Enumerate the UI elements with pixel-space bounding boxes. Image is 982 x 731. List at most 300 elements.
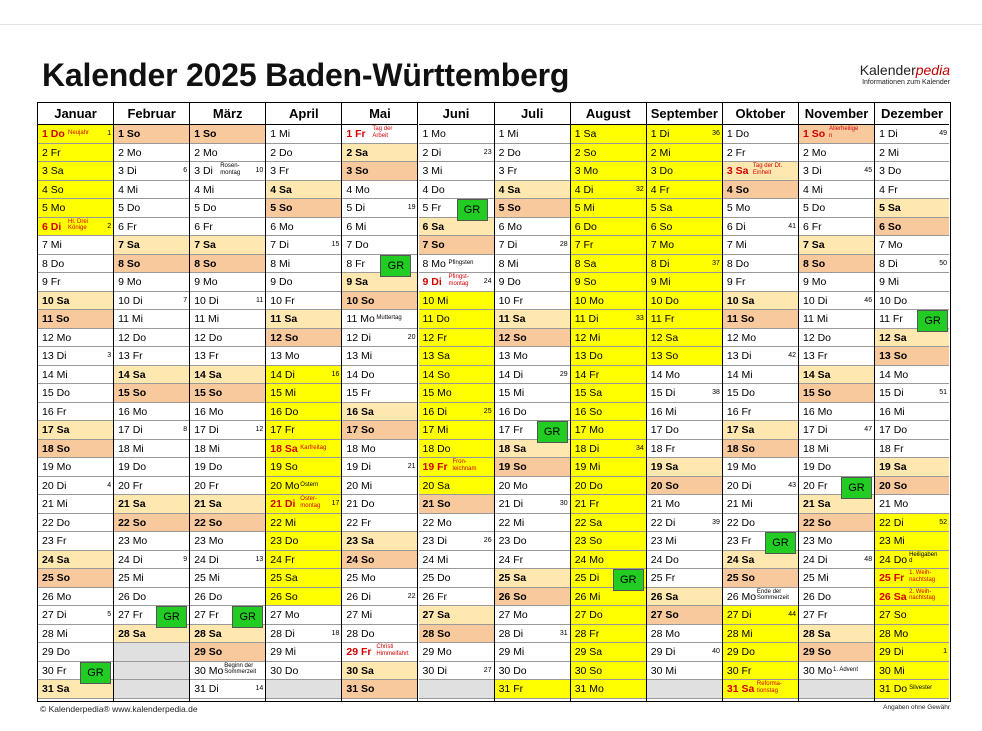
day-cell [799, 125, 874, 144]
day-label: 15 So [803, 387, 832, 399]
day-cell [799, 199, 874, 218]
day-label: 25 Fr [879, 572, 905, 584]
day-label: 27 So [879, 609, 907, 621]
week-number: 22 [407, 592, 416, 600]
day-cell [266, 495, 341, 514]
day-label: 29 Di [879, 646, 904, 658]
month-header: Juni [419, 103, 494, 125]
gr-marker: GR [537, 421, 568, 443]
day-cell [190, 329, 265, 348]
day-label: 27 Mo [270, 609, 300, 621]
day-cell [114, 162, 189, 181]
day-label: 24 Sa [42, 553, 70, 566]
day-cell [190, 162, 265, 181]
month-header: April [266, 103, 341, 125]
day-label: 24 Mo [574, 553, 604, 566]
day-label: 3 Di [118, 165, 137, 177]
day-label: 6 Mi [346, 220, 367, 233]
day-label: 30 Mi [650, 664, 677, 677]
month-column-10 [723, 103, 799, 701]
day-cell [190, 181, 265, 200]
day-cell [342, 403, 417, 422]
day-label: 26 So [270, 590, 298, 603]
day-label: 7 Mi [726, 239, 747, 251]
week-number: 1 [943, 648, 947, 655]
day-cell [190, 125, 265, 144]
day-label: 12 Do [118, 331, 147, 344]
day-cell [419, 477, 494, 496]
day-label: 14 Sa [803, 368, 831, 381]
day-cell [114, 347, 189, 366]
day-cell [647, 662, 722, 681]
day-cell [799, 144, 874, 163]
month-column-11 [799, 103, 875, 701]
day-cell [342, 366, 417, 385]
day-label: 29 Mi [498, 646, 525, 658]
day-label: 12 Mo [726, 331, 757, 344]
day-cell [723, 662, 798, 681]
day-cell [799, 551, 874, 570]
day-cell [647, 495, 722, 514]
holiday-note: Allerheilige n [829, 126, 859, 139]
logo-brand-a: Kalender [859, 62, 916, 78]
day-cell [114, 551, 189, 570]
day-label: 2 Mo [803, 146, 827, 159]
day-label: 10 Fr [270, 294, 295, 307]
day-label: 18 Mi [194, 442, 220, 455]
day-label: 27 Di [42, 609, 67, 621]
day-cell [723, 477, 798, 496]
day-label: 14 Sa [194, 368, 222, 381]
day-cell [114, 495, 189, 514]
day-label: 16 Mi [879, 405, 905, 418]
day-label: 9 Di [422, 276, 442, 288]
day-label: 29 Sa [574, 646, 603, 658]
day-label: 19 Mo [726, 461, 757, 473]
month-column-2 [114, 103, 190, 701]
day-label: 2 Mi [879, 146, 899, 159]
day-label: 21 So [422, 498, 451, 510]
day-cell [647, 181, 722, 200]
day-cell [571, 532, 646, 551]
day-label: 9 Fr [42, 276, 61, 288]
day-cell [799, 477, 874, 496]
day-label: 29 Mi [270, 646, 296, 658]
day-cell [647, 514, 722, 533]
day-cell [419, 384, 494, 403]
day-label: 11 Sa [270, 313, 298, 325]
day-cell [266, 477, 341, 496]
day-label: 4 Sa [498, 183, 521, 196]
day-label: 21 Mo [650, 498, 680, 510]
day-cell [875, 384, 949, 403]
day-cell [342, 588, 417, 607]
day-cell [571, 625, 646, 644]
day-label: 2 Mi [650, 146, 671, 159]
day-label: 2 Sa [346, 146, 368, 159]
holiday-note: Karfreitag [300, 444, 327, 451]
day-cell [723, 292, 798, 311]
day-cell [419, 329, 494, 348]
day-cell [266, 162, 341, 181]
day-label: 21 Sa [194, 498, 222, 510]
day-cell [723, 532, 798, 551]
day-cell [723, 680, 798, 699]
holiday-note: Tag der Arbeit [372, 126, 393, 139]
day-cell [875, 440, 949, 459]
day-label: 13 Sa [422, 350, 450, 362]
day-cell [190, 569, 265, 588]
day-label: 14 Fr [574, 368, 600, 381]
day-label: 10 Mi [422, 294, 449, 307]
day-cell [495, 606, 570, 625]
day-cell [266, 662, 341, 681]
day-cell [419, 514, 494, 533]
month-column-3 [190, 103, 266, 701]
month-column-6 [419, 103, 495, 701]
day-cell [342, 199, 417, 218]
day-cell [190, 255, 265, 274]
holiday-note: Hl. Drei Könige [68, 218, 89, 231]
day-cell [799, 255, 874, 274]
day-cell [799, 366, 874, 385]
day-cell [647, 551, 722, 570]
day-cell [723, 181, 798, 200]
day-label: 21 Sa [803, 498, 831, 510]
day-cell [723, 273, 798, 292]
kalenderpedia-logo[interactable] [860, 62, 950, 86]
day-cell [875, 218, 949, 237]
day-label: 3 So [346, 165, 369, 177]
day-label: 4 Fr [650, 183, 670, 196]
day-label: 19 Di [346, 461, 371, 473]
day-cell [495, 514, 570, 533]
day-label: 16 Sa [346, 405, 374, 418]
day-cell [875, 532, 949, 551]
day-cell [875, 625, 949, 644]
week-number: 13 [255, 555, 264, 563]
day-label: 31 Mo [574, 683, 604, 695]
day-label: 15 Do [726, 387, 755, 399]
day-cell [799, 421, 874, 440]
day-label: 26 Mo [42, 590, 72, 603]
day-label: 15 Mo [422, 387, 452, 399]
day-cell [875, 162, 949, 181]
day-cell [266, 569, 341, 588]
day-cell [266, 125, 341, 144]
week-number: 44 [788, 611, 796, 618]
day-cell [799, 458, 874, 477]
day-cell [190, 440, 265, 459]
day-label: 7 Fr [574, 239, 594, 251]
day-cell [723, 218, 798, 237]
day-label: 6 Di [726, 220, 746, 233]
day-cell [723, 440, 798, 459]
day-label: 2 Di [422, 146, 442, 159]
day-cell [647, 384, 722, 403]
day-label: 29 Do [726, 646, 755, 658]
day-label: 31 Di [194, 683, 219, 695]
day-cell [571, 347, 646, 366]
day-cell [190, 144, 265, 163]
week-number: 33 [635, 315, 644, 322]
day-label: 27 Mi [346, 609, 373, 621]
day-cell [571, 144, 646, 163]
day-label: 17 Di [194, 424, 219, 436]
day-label: 18 Mo [346, 442, 376, 455]
day-cell [571, 125, 646, 144]
day-label: 22 So [803, 516, 832, 529]
week-number: 16 [331, 370, 340, 378]
week-number: 39 [712, 518, 720, 526]
day-cell [875, 514, 949, 533]
day-label: 5 Mo [726, 202, 751, 214]
day-cell [875, 643, 949, 662]
day-label: 4 Mi [194, 183, 215, 196]
day-cell [647, 236, 722, 255]
day-label: 28 So [422, 627, 451, 640]
day-cell [799, 662, 874, 681]
day-cell [419, 310, 494, 329]
month-column-1 [38, 103, 114, 701]
day-label: 11 Mi [118, 313, 143, 325]
day-label: 17 Mo [574, 424, 604, 436]
day-cell [875, 551, 949, 570]
day-label: 3 Mi [422, 165, 443, 177]
day-label: 13 Di [726, 350, 752, 362]
day-cell [495, 421, 570, 440]
day-cell [419, 532, 494, 551]
day-label: 8 So [118, 257, 141, 270]
empty-day-cell [647, 680, 722, 699]
day-label: 25 Sa [498, 572, 527, 584]
day-cell [419, 606, 494, 625]
day-label: 8 Sa [574, 257, 597, 270]
day-cell [190, 680, 265, 699]
day-cell [114, 366, 189, 385]
day-label: 19 Do [118, 461, 147, 473]
day-cell [342, 421, 417, 440]
day-label: 20 Fr [194, 479, 219, 492]
month-header: Mai [342, 103, 417, 125]
day-label: 11 So [42, 313, 70, 325]
day-label: 22 So [194, 516, 223, 529]
holiday-note: Pfingsten [448, 259, 474, 266]
day-label: 8 Mi [498, 257, 519, 270]
week-number: 8 [183, 426, 188, 433]
week-number: 18 [331, 629, 340, 637]
day-cell [495, 125, 570, 144]
day-label: 28 Sa [194, 627, 222, 640]
logo-brand-b: pedia [915, 62, 950, 78]
week-number: 34 [635, 444, 644, 452]
day-cell [342, 440, 417, 459]
day-label: 21 Mi [726, 498, 753, 510]
week-number: 41 [788, 222, 796, 230]
day-cell [495, 403, 570, 422]
day-label: 19 So [498, 461, 527, 473]
day-cell [266, 181, 341, 200]
day-cell [419, 181, 494, 200]
day-label: 24 So [346, 553, 375, 566]
day-label: 29 Fr [346, 646, 372, 658]
day-label: 8 So [803, 257, 826, 270]
day-cell [723, 514, 798, 533]
day-cell [647, 273, 722, 292]
day-label: 13 Do [574, 350, 603, 362]
week-number: 5 [107, 611, 112, 618]
day-cell [647, 458, 722, 477]
day-cell [190, 643, 265, 662]
day-label: 27 Fr [803, 609, 828, 621]
day-label: 9 Mo [194, 276, 218, 288]
day-cell [875, 588, 949, 607]
day-cell [114, 569, 189, 588]
day-label: 23 Fr [726, 535, 752, 547]
day-cell [419, 403, 494, 422]
day-cell [190, 366, 265, 385]
week-number: 29 [559, 370, 568, 378]
day-cell [266, 329, 341, 348]
day-label: 27 Sa [422, 609, 450, 621]
holiday-note: Christi Himmelfahrt [376, 644, 409, 657]
day-cell [38, 255, 113, 274]
day-cell [38, 236, 113, 255]
day-label: 9 Mi [650, 276, 671, 288]
gr-marker: GR [156, 606, 187, 628]
day-label: 17 Do [879, 424, 908, 436]
day-label: 4 Mi [803, 183, 823, 196]
day-cell [647, 366, 722, 385]
day-cell [38, 384, 113, 403]
day-label: 23 Fr [42, 535, 67, 547]
day-cell [38, 273, 113, 292]
day-label: 13 Fr [803, 350, 828, 362]
day-cell [266, 292, 341, 311]
day-cell [571, 162, 646, 181]
week-number: 47 [864, 426, 873, 433]
day-label: 16 Mo [118, 405, 148, 418]
empty-day-cell [419, 680, 494, 699]
day-cell [571, 458, 646, 477]
day-label: 4 So [726, 183, 750, 196]
day-cell [419, 273, 494, 292]
week-number: 45 [864, 167, 873, 174]
day-label: 26 Fr [422, 590, 448, 603]
day-cell [495, 625, 570, 644]
day-label: 26 Mo [726, 590, 757, 603]
week-number: 43 [788, 481, 796, 489]
day-cell [190, 310, 265, 329]
day-cell [799, 181, 874, 200]
day-label: 5 Do [194, 202, 217, 214]
day-label: 24 Di [194, 553, 219, 566]
day-label: 18 Sa [498, 442, 527, 455]
day-cell [190, 551, 265, 570]
day-cell [266, 144, 341, 163]
day-cell [875, 569, 949, 588]
day-label: 21 Mo [879, 498, 909, 510]
day-cell [875, 310, 949, 329]
day-cell [342, 310, 417, 329]
day-cell [647, 588, 722, 607]
holiday-note: Silvester [909, 685, 933, 691]
day-cell [571, 606, 646, 625]
day-label: 14 Sa [118, 368, 146, 381]
day-cell [495, 366, 570, 385]
day-label: 9 Mi [879, 276, 899, 288]
day-cell [875, 421, 949, 440]
day-cell [647, 643, 722, 662]
day-cell [495, 458, 570, 477]
day-label: 23 Mi [650, 535, 677, 547]
week-number: 51 [939, 389, 947, 396]
day-cell [647, 329, 722, 348]
day-label: 5 Mi [574, 202, 595, 214]
day-label: 3 Mo [574, 165, 599, 177]
day-cell [647, 144, 722, 163]
day-label: 1 So [803, 128, 826, 140]
day-label: 2 So [574, 146, 597, 159]
day-cell [342, 551, 417, 570]
day-cell [875, 125, 949, 144]
day-cell [571, 569, 646, 588]
day-cell [875, 273, 949, 292]
day-label: 7 Do [346, 239, 369, 251]
day-label: 16 Do [498, 405, 527, 418]
day-label: 21 Mi [42, 498, 68, 510]
day-cell [799, 440, 874, 459]
day-label: 7 Sa [803, 239, 825, 251]
day-cell [723, 199, 798, 218]
day-cell [114, 458, 189, 477]
day-cell [38, 625, 113, 644]
day-label: 25 Do [422, 572, 451, 584]
holiday-note: Neujahr [68, 130, 90, 136]
day-label: 28 Mo [879, 627, 909, 640]
day-cell [38, 292, 113, 311]
day-cell [875, 495, 949, 514]
day-cell [419, 236, 494, 255]
day-cell [266, 403, 341, 422]
day-cell [266, 514, 341, 533]
week-number: 9 [183, 555, 188, 563]
day-label: 31 Fr [498, 683, 524, 695]
day-label: 17 Fr [270, 424, 295, 436]
day-label: 2 Mo [118, 146, 142, 159]
day-label: 21 Di [270, 498, 296, 510]
day-label: 8 Fr [346, 257, 366, 270]
day-label: 26 So [498, 590, 527, 603]
week-number: 11 [256, 296, 264, 304]
day-cell [342, 125, 417, 144]
month-header: Dezember [875, 103, 949, 125]
day-label: 18 So [42, 442, 71, 455]
day-cell [114, 236, 189, 255]
day-cell [342, 384, 417, 403]
day-label: 15 Mi [270, 387, 296, 399]
day-cell [266, 273, 341, 292]
day-cell [266, 236, 341, 255]
day-label: 20 Mo [498, 479, 528, 492]
day-cell [266, 366, 341, 385]
day-cell [38, 514, 113, 533]
day-label: 25 Mi [118, 572, 144, 584]
day-cell [114, 384, 189, 403]
day-cell [647, 477, 722, 496]
holiday-note: Ostern [300, 481, 319, 488]
week-number: 25 [483, 407, 492, 415]
